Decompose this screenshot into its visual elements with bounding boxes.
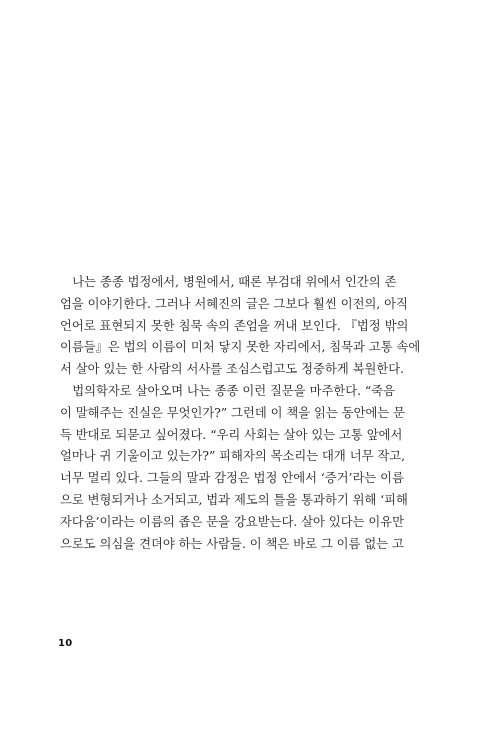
text-line: 서 살아 있는 한 사람의 서사를 조심스럽고도 정중하게 복원한다. (60, 362, 405, 377)
text-line: 이 말해주는 진실은 무엇인가?” 그런데 이 책을 읽는 동안에는 문 (60, 405, 406, 420)
text-line: 엄을 이야기한다. 그러나 서혜진의 글은 그보다 훨씬 이전의, 아직 (60, 296, 408, 311)
text-line: 언어로 표현되지 못한 침묵 속의 존엄을 꺼내 보인다. 『법정 밖의 (60, 318, 409, 333)
text-line: 너무 멀리 있다. 그들의 말과 감정은 법정 안에서 ‘증거’라는 이름 (60, 471, 404, 486)
page-number: 10 (58, 638, 73, 649)
text-line: 법의학자로 살아오며 나는 종종 이런 질문을 마주한다. “죽음 (60, 383, 395, 398)
text-line: 이름들』은 법의 이름이 미처 닿지 못한 자리에서, 침묵과 고통 속에 (60, 340, 421, 355)
text-line: 나는 종종 법정에서, 병원에서, 때론 부검대 위에서 인간의 존 (60, 275, 397, 289)
body-text (60, 272, 460, 555)
text-line: 으로도 의심을 견뎌야 하는 사람들. 이 책은 바로 그 이름 없는 고 (60, 536, 404, 551)
text-line: 득 반대로 되묻고 싶어졌다. “우리 사회는 살아 있는 고통 앞에서 (60, 427, 403, 442)
text-line: 으로 변형되거나 소거되고, 법과 제도의 틀을 통과하기 위해 ‘피해 (60, 492, 408, 507)
text-line: 얼마나 귀 기울이고 있는가?” 피해자의 목소리는 대개 너무 작고, (60, 449, 406, 464)
text-line: 자다움’이라는 이름의 좁은 문을 강요받는다. 살아 있다는 이유만 (60, 514, 405, 529)
